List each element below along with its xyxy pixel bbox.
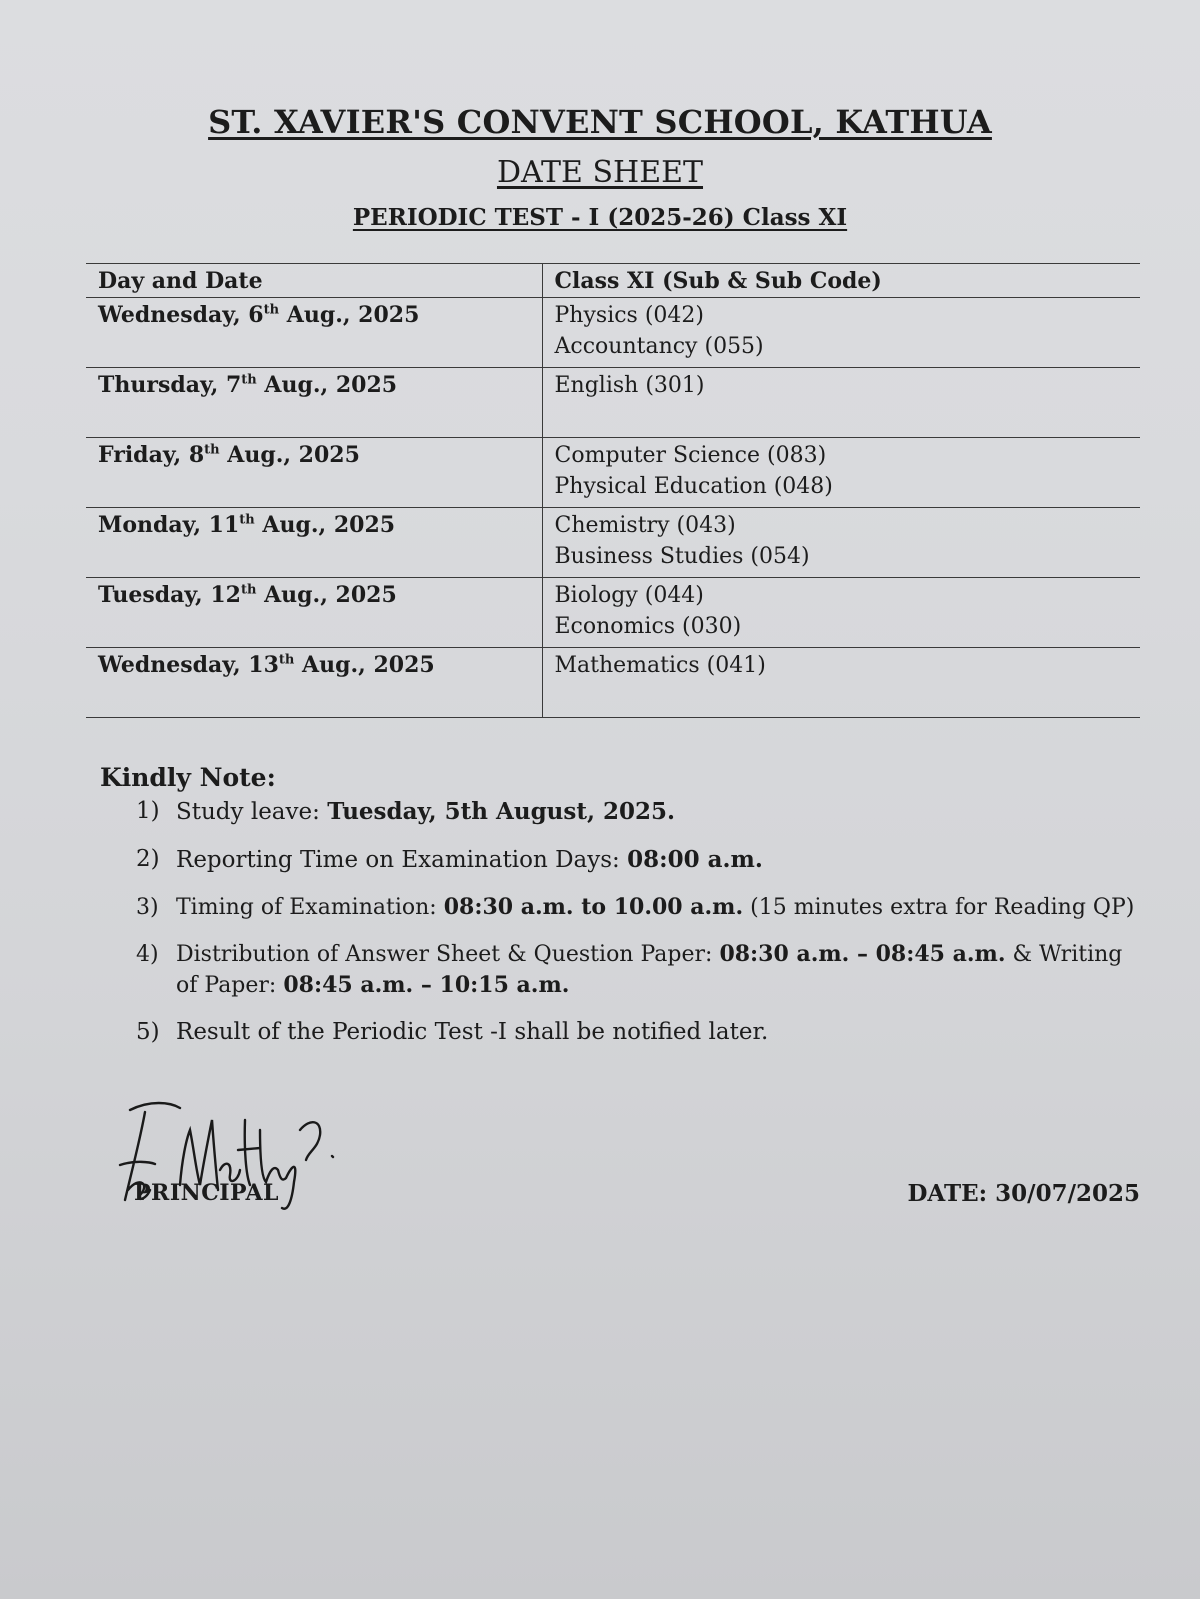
note-item: 5) Result of the Periodic Test -I shall be notified later.	[136, 1019, 769, 1045]
exam-date: Wednesday, 6th Aug., 2025	[86, 298, 542, 368]
document-title: DATE SHEET	[496, 155, 704, 190]
exam-subjects	[542, 368, 1140, 438]
exam-subjects	[542, 508, 1140, 578]
document-subtitle: PERIODIC TEST - I (2025-26) Class XI	[352, 204, 848, 231]
principal-label: PRINCIPAL	[134, 1180, 280, 1206]
date-sheet-table	[86, 263, 1140, 718]
subject: Business Studies (054)	[554, 544, 810, 569]
exam-date: Friday, 8th Aug., 2025	[86, 438, 542, 508]
subject: Computer Science (083)	[554, 443, 827, 468]
exam-subjects	[542, 648, 1140, 718]
exam-date: Monday, 11th Aug., 2025	[86, 508, 542, 578]
note-item: 4) Distribution of Answer Sheet & Question Paper: 08:30 a.m. – 08:45 a.m. & Writing of Paper: 08:45 a.m. – 10:15 a.m.	[136, 941, 1123, 998]
subject: Physical Education (048)	[554, 474, 833, 499]
notes-title: Kindly Note:	[100, 763, 276, 792]
table-row	[86, 508, 1140, 578]
column-header-date: Day and Date	[86, 264, 542, 298]
note-item: 3) Timing of Examination: 08:30 a.m. to 10.00 a.m. (15 minutes extra for Reading QP)	[136, 894, 1135, 920]
exam-date: Wednesday, 13th Aug., 2025	[86, 648, 542, 718]
table-header-row	[86, 264, 1140, 298]
note-item: 1) Study leave: Tuesday, 5th August, 2025.	[136, 798, 675, 825]
note-item: 2) Reporting Time on Examination Days: 08:00 a.m.	[136, 846, 763, 873]
subject: English (301)	[554, 373, 705, 398]
exam-subjects	[542, 578, 1140, 648]
table-row	[86, 648, 1140, 718]
subject: Accountancy (055)	[554, 334, 764, 359]
subject: Physics (042)	[554, 303, 704, 328]
table-row	[86, 368, 1140, 438]
issue-date: DATE: 30/07/2025	[907, 1180, 1140, 1207]
column-header-subject: Class XI (Sub & Sub Code)	[542, 264, 1140, 298]
table-row	[86, 298, 1140, 368]
subject: Mathematics (041)	[554, 653, 766, 678]
table-row	[86, 438, 1140, 508]
exam-date: Thursday, 7th Aug., 2025	[86, 368, 542, 438]
subject: Economics (030)	[554, 614, 742, 639]
subject: Biology (044)	[554, 583, 704, 608]
exam-subjects	[542, 438, 1140, 508]
subject: Chemistry (043)	[554, 513, 736, 538]
table-row	[86, 578, 1140, 648]
notes-list	[136, 796, 1146, 1064]
school-name: ST. XAVIER'S CONVENT SCHOOL, KATHUA	[208, 103, 992, 141]
exam-subjects	[542, 298, 1140, 368]
exam-date: Tuesday, 12th Aug., 2025	[86, 578, 542, 648]
